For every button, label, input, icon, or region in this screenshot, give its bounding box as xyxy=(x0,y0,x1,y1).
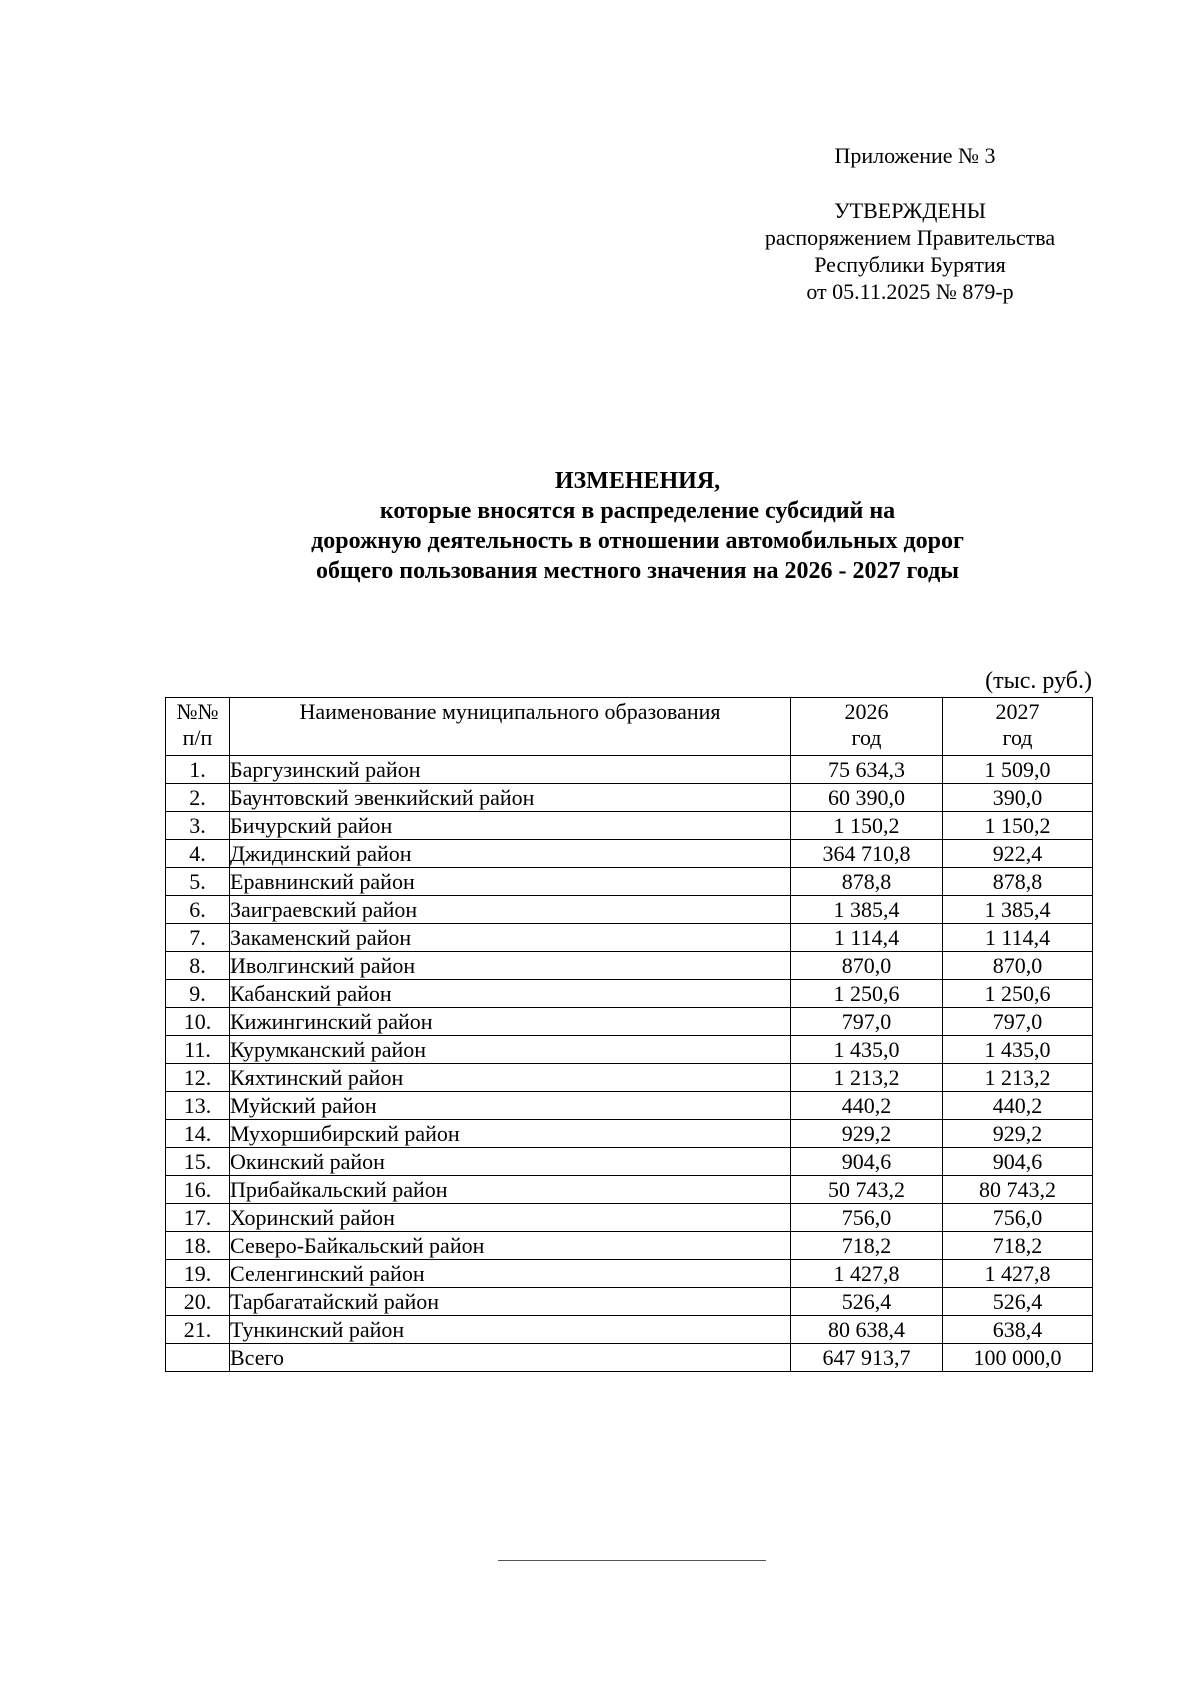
row-2027: 797,0 xyxy=(943,1008,1093,1036)
row-2027: 1 385,4 xyxy=(943,896,1093,924)
row-name: Кижингинский район xyxy=(230,1008,791,1036)
row-num: 12. xyxy=(166,1064,230,1092)
row-2027: 1 150,2 xyxy=(943,812,1093,840)
table-row xyxy=(166,896,1093,924)
row-num: 14. xyxy=(166,1120,230,1148)
header-name-text: Наименование муниципального образования xyxy=(299,699,721,724)
table-total-row xyxy=(166,1344,1093,1372)
row-num: 18. xyxy=(166,1232,230,1260)
table-row xyxy=(166,1232,1093,1260)
row-2026: 1 435,0 xyxy=(791,1036,943,1064)
row-name: Прибайкальский район xyxy=(230,1176,791,1204)
row-num: 7. xyxy=(166,924,230,952)
table-row xyxy=(166,1148,1093,1176)
units-label: (тыс. руб.) xyxy=(985,668,1092,694)
appendix-label: Приложение № 3 xyxy=(834,143,996,168)
row-2027: 1 213,2 xyxy=(943,1064,1093,1092)
table-row xyxy=(166,1260,1093,1288)
row-num: 16. xyxy=(166,1176,230,1204)
table-row xyxy=(166,868,1093,896)
row-2026: 904,6 xyxy=(791,1148,943,1176)
header-num-line-1: №№ xyxy=(176,699,219,724)
row-name: Окинский район xyxy=(230,1148,791,1176)
total-2026: 647 913,7 xyxy=(791,1344,943,1372)
title-line-1: которые вносятся в распределение субсидий на xyxy=(379,498,896,524)
row-2027: 1 114,4 xyxy=(943,924,1093,952)
table-header-row xyxy=(166,698,1093,756)
table-row xyxy=(166,1008,1093,1036)
row-name: Еравнинский район xyxy=(230,868,791,896)
row-2027: 1 250,6 xyxy=(943,980,1093,1008)
total-label: Всего xyxy=(230,1344,791,1372)
table-row xyxy=(166,924,1093,952)
table-row xyxy=(166,756,1093,784)
total-num xyxy=(166,1344,230,1372)
total-2027: 100 000,0 xyxy=(943,1344,1093,1372)
row-name: Тарбагатайский район xyxy=(230,1288,791,1316)
table-body xyxy=(166,756,1093,1372)
row-2026: 878,8 xyxy=(791,868,943,896)
approved-label: УТВЕРЖДЕНЫ xyxy=(834,198,986,223)
document-title xyxy=(150,466,1125,586)
row-num: 2. xyxy=(166,784,230,812)
row-2027: 1 509,0 xyxy=(943,756,1093,784)
row-name: Бичурский район xyxy=(230,812,791,840)
row-num: 10. xyxy=(166,1008,230,1036)
row-name: Закаменский район xyxy=(230,924,791,952)
row-name: Кабанский район xyxy=(230,980,791,1008)
title-heading: ИЗМЕНЕНИЯ, xyxy=(554,468,721,494)
row-num: 8. xyxy=(166,952,230,980)
row-num: 21. xyxy=(166,1316,230,1344)
row-num: 3. xyxy=(166,812,230,840)
row-2026: 1 427,8 xyxy=(791,1260,943,1288)
footer-divider xyxy=(498,1560,766,1561)
row-2027: 1 435,0 xyxy=(943,1036,1093,1064)
header-2026-line-1: 2026 xyxy=(844,699,889,724)
row-name: Баунтовский эвенкийский район xyxy=(230,784,791,812)
row-name: Мухоршибирский район xyxy=(230,1120,791,1148)
row-name: Джидинский район xyxy=(230,840,791,868)
header-name xyxy=(230,698,791,756)
header-2027 xyxy=(943,698,1093,756)
row-2026: 1 250,6 xyxy=(791,980,943,1008)
row-name: Заиграевский район xyxy=(230,896,791,924)
row-2027: 870,0 xyxy=(943,952,1093,980)
row-name: Курумканский район xyxy=(230,1036,791,1064)
table-row xyxy=(166,1316,1093,1344)
row-num: 11. xyxy=(166,1036,230,1064)
title-line-3: общего пользования местного значения на 2026 - 2027 годы xyxy=(316,558,959,584)
row-2027: 526,4 xyxy=(943,1288,1093,1316)
row-name: Муйский район xyxy=(230,1092,791,1120)
row-num: 15. xyxy=(166,1148,230,1176)
row-2027: 718,2 xyxy=(943,1232,1093,1260)
row-name: Баргузинский район xyxy=(230,756,791,784)
row-num: 20. xyxy=(166,1288,230,1316)
header-2026 xyxy=(791,698,943,756)
table-row xyxy=(166,1092,1093,1120)
row-name: Хоринский район xyxy=(230,1204,791,1232)
table-row xyxy=(166,784,1093,812)
row-2026: 80 638,4 xyxy=(791,1316,943,1344)
row-2026: 756,0 xyxy=(791,1204,943,1232)
approval-date: от 05.11.2025 № 879-р xyxy=(806,279,1014,304)
row-2027: 878,8 xyxy=(943,868,1093,896)
table-row xyxy=(166,812,1093,840)
row-num: 17. xyxy=(166,1204,230,1232)
distribution-table xyxy=(165,697,1093,1372)
row-2026: 1 114,4 xyxy=(791,924,943,952)
approval-line-2: Республики Бурятия xyxy=(814,252,1006,277)
row-2027: 440,2 xyxy=(943,1092,1093,1120)
row-2027: 390,0 xyxy=(943,784,1093,812)
row-2026: 440,2 xyxy=(791,1092,943,1120)
row-2027: 80 743,2 xyxy=(943,1176,1093,1204)
row-2026: 526,4 xyxy=(791,1288,943,1316)
approval-block xyxy=(740,142,1080,305)
row-num: 1. xyxy=(166,756,230,784)
row-2026: 1 213,2 xyxy=(791,1064,943,1092)
table-row xyxy=(166,1204,1093,1232)
row-name: Иволгинский район xyxy=(230,952,791,980)
row-num: 6. xyxy=(166,896,230,924)
table-row xyxy=(166,1036,1093,1064)
title-line-2: дорожную деятельность в отношении автомобильных дорог xyxy=(311,528,964,554)
table-row xyxy=(166,840,1093,868)
row-2027: 904,6 xyxy=(943,1148,1093,1176)
row-num: 9. xyxy=(166,980,230,1008)
row-num: 19. xyxy=(166,1260,230,1288)
row-num: 13. xyxy=(166,1092,230,1120)
row-2026: 364 710,8 xyxy=(791,840,943,868)
header-2027-line-1: 2027 xyxy=(995,699,1040,724)
row-2027: 922,4 xyxy=(943,840,1093,868)
row-2026: 60 390,0 xyxy=(791,784,943,812)
row-2027: 1 427,8 xyxy=(943,1260,1093,1288)
row-num: 4. xyxy=(166,840,230,868)
row-2027: 638,4 xyxy=(943,1316,1093,1344)
row-2027: 929,2 xyxy=(943,1120,1093,1148)
header-num-line-2: п/п xyxy=(182,725,213,750)
table-row xyxy=(166,1288,1093,1316)
row-2026: 870,0 xyxy=(791,952,943,980)
row-name: Кяхтинский район xyxy=(230,1064,791,1092)
table-row xyxy=(166,1176,1093,1204)
row-name: Селенгинский район xyxy=(230,1260,791,1288)
row-2026: 75 634,3 xyxy=(791,756,943,784)
header-num xyxy=(166,698,230,756)
row-2026: 1 385,4 xyxy=(791,896,943,924)
row-2027: 756,0 xyxy=(943,1204,1093,1232)
row-2026: 1 150,2 xyxy=(791,812,943,840)
row-2026: 797,0 xyxy=(791,1008,943,1036)
header-2026-line-2: год xyxy=(851,725,882,750)
row-name: Северо-Байкальский район xyxy=(230,1232,791,1260)
row-2026: 50 743,2 xyxy=(791,1176,943,1204)
table-row xyxy=(166,980,1093,1008)
table-row xyxy=(166,1120,1093,1148)
row-2026: 718,2 xyxy=(791,1232,943,1260)
approval-line-1: распоряжением Правительства xyxy=(764,225,1056,250)
table-row xyxy=(166,952,1093,980)
header-2027-line-2: год xyxy=(1002,725,1033,750)
row-num: 5. xyxy=(166,868,230,896)
row-2026: 929,2 xyxy=(791,1120,943,1148)
table-row xyxy=(166,1064,1093,1092)
row-name: Тункинский район xyxy=(230,1316,791,1344)
